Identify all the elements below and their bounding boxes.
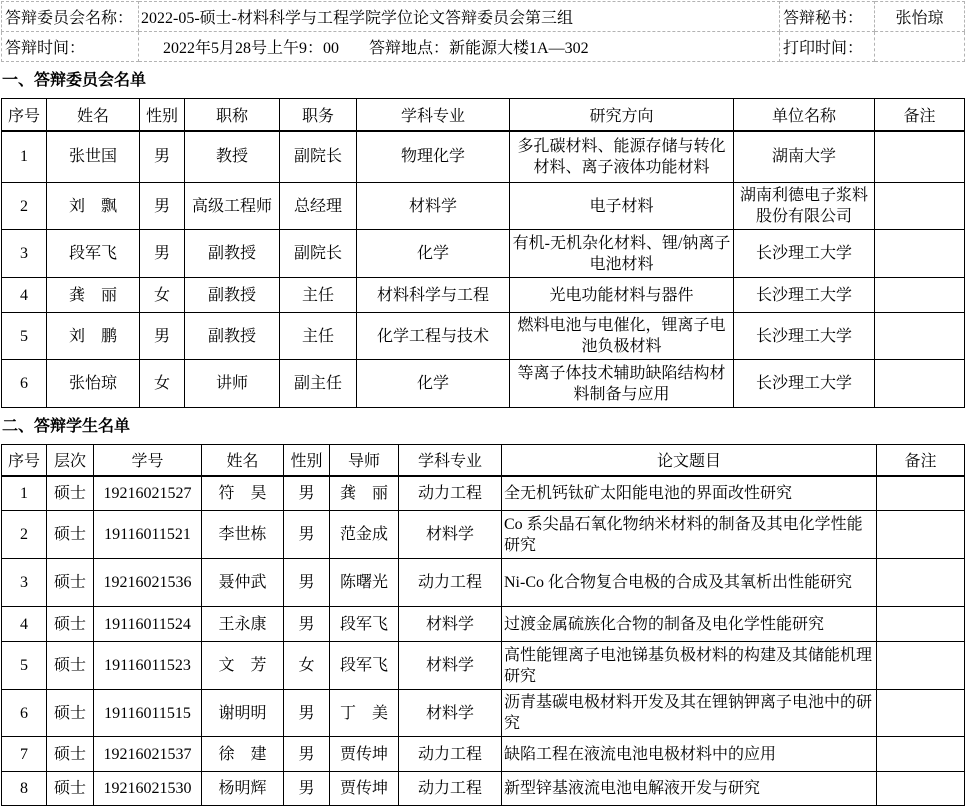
committee-row <box>2 278 965 313</box>
defense-time-label: 答辩时间： <box>2 32 139 62</box>
student-cell-name: 李世栋 <box>202 511 284 559</box>
students-col-tutor: 导师 <box>330 445 399 476</box>
committee-cell-major: 化学 <box>357 230 510 278</box>
students-table <box>1 444 965 806</box>
student-cell-thesis-title: 沥青基碳电极材料开发及其在锂钠钾离子电池中的研究 <box>502 690 877 737</box>
student-cell-major: 动力工程 <box>399 737 502 772</box>
info-row-committee-name <box>2 2 965 32</box>
committee-cell-name: 龚 丽 <box>47 278 140 313</box>
student-cell-index: 8 <box>2 772 47 806</box>
defense-time-location-cell <box>139 32 780 62</box>
secretary-label: 答辩秘书： <box>780 2 875 32</box>
info-row-defense-time <box>2 32 965 62</box>
committee-cell-gender: 男 <box>140 131 185 183</box>
student-cell-level: 硕士 <box>47 642 94 690</box>
student-cell-remark <box>877 476 965 511</box>
committee-cell-position: 总经理 <box>280 183 357 230</box>
student-cell-index: 6 <box>2 690 47 737</box>
student-cell-name: 符 昊 <box>202 476 284 511</box>
committee-cell-organization: 长沙理工大学 <box>734 360 875 408</box>
student-row <box>2 476 965 511</box>
committee-cell-title: 高级工程师 <box>185 183 280 230</box>
student-cell-student-id: 19216021527 <box>94 476 202 511</box>
committee-cell-remark <box>875 230 965 278</box>
student-cell-remark <box>877 559 965 607</box>
student-cell-student-id: 19116011521 <box>94 511 202 559</box>
committee-row <box>2 313 965 360</box>
student-cell-remark <box>877 642 965 690</box>
student-cell-major: 动力工程 <box>399 559 502 607</box>
student-cell-remark <box>877 690 965 737</box>
student-cell-name: 聂仲武 <box>202 559 284 607</box>
student-cell-thesis-title: 缺陷工程在液流电池电极材料中的应用 <box>502 737 877 772</box>
student-cell-major: 动力工程 <box>399 476 502 511</box>
print-time-value <box>875 32 965 62</box>
student-cell-student-id: 19116011524 <box>94 607 202 642</box>
committee-cell-index: 4 <box>2 278 47 313</box>
students-col-thesis-title: 论文题目 <box>502 445 877 476</box>
students-col-remark: 备注 <box>877 445 965 476</box>
student-row <box>2 511 965 559</box>
committee-cell-research: 燃料电池与电催化，锂离子电池负极材料 <box>510 313 734 360</box>
student-cell-thesis-title: Co 系尖晶石氧化物纳米材料的制备及其电化学性能研究 <box>502 511 877 559</box>
student-row <box>2 642 965 690</box>
student-cell-level: 硕士 <box>47 772 94 806</box>
committee-cell-gender: 男 <box>140 183 185 230</box>
student-cell-major: 动力工程 <box>399 772 502 806</box>
student-cell-student-id: 19116011523 <box>94 642 202 690</box>
committee-cell-organization: 长沙理工大学 <box>734 278 875 313</box>
committee-cell-organization: 湖南利德电子浆料股份有限公司 <box>734 183 875 230</box>
student-cell-name: 文 芳 <box>202 642 284 690</box>
student-cell-level: 硕士 <box>47 690 94 737</box>
student-cell-level: 硕士 <box>47 737 94 772</box>
committee-cell-position: 主任 <box>280 278 357 313</box>
student-cell-level: 硕士 <box>47 511 94 559</box>
students-col-level: 层次 <box>47 445 94 476</box>
committee-cell-remark <box>875 360 965 408</box>
student-cell-index: 5 <box>2 642 47 690</box>
committee-cell-gender: 男 <box>140 230 185 278</box>
student-row <box>2 690 965 737</box>
student-cell-major: 材料学 <box>399 607 502 642</box>
student-cell-name: 王永康 <box>202 607 284 642</box>
student-cell-name: 徐 建 <box>202 737 284 772</box>
print-time-label: 打印时间： <box>780 32 875 62</box>
committee-cell-research: 有机-无机杂化材料、锂/钠离子电池材料 <box>510 230 734 278</box>
committee-col-position: 职务 <box>280 99 357 131</box>
committee-cell-gender: 女 <box>140 360 185 408</box>
student-cell-gender: 男 <box>284 607 330 642</box>
student-cell-gender: 男 <box>284 476 330 511</box>
committee-col-index: 序号 <box>2 99 47 131</box>
students-col-gender: 性别 <box>284 445 330 476</box>
committee-cell-research: 等离子体技术辅助缺陷结构材料制备与应用 <box>510 360 734 408</box>
committee-cell-gender: 女 <box>140 278 185 313</box>
committee-cell-title: 教授 <box>185 131 280 183</box>
student-cell-tutor: 贾传坤 <box>330 772 399 806</box>
students-col-index: 序号 <box>2 445 47 476</box>
student-row <box>2 559 965 607</box>
student-cell-index: 3 <box>2 559 47 607</box>
student-cell-remark <box>877 737 965 772</box>
committee-cell-major: 化学 <box>357 360 510 408</box>
student-cell-thesis-title: 新型锌基液流电池电解液开发与研究 <box>502 772 877 806</box>
committee-row <box>2 230 965 278</box>
student-cell-major: 材料学 <box>399 642 502 690</box>
student-cell-student-id: 19116011515 <box>94 690 202 737</box>
student-cell-name: 谢明明 <box>202 690 284 737</box>
committee-cell-gender: 男 <box>140 313 185 360</box>
committee-col-major: 学科专业 <box>357 99 510 131</box>
student-cell-major: 材料学 <box>399 690 502 737</box>
committee-col-name: 姓名 <box>47 99 140 131</box>
student-cell-tutor: 陈曙光 <box>330 559 399 607</box>
committee-cell-index: 2 <box>2 183 47 230</box>
committee-cell-title: 讲师 <box>185 360 280 408</box>
committee-cell-name: 张怡琼 <box>47 360 140 408</box>
student-cell-index: 4 <box>2 607 47 642</box>
committee-header-row <box>2 99 965 131</box>
student-cell-tutor: 范金成 <box>330 511 399 559</box>
committee-cell-title: 副教授 <box>185 230 280 278</box>
committee-cell-index: 6 <box>2 360 47 408</box>
committee-cell-major: 化学工程与技术 <box>357 313 510 360</box>
student-cell-level: 硕士 <box>47 607 94 642</box>
student-cell-thesis-title: 全无机钙钛矿太阳能电池的界面改性研究 <box>502 476 877 511</box>
defense-time-value: 2022年5月28号上午9：00 <box>163 40 340 57</box>
student-row <box>2 737 965 772</box>
student-cell-thesis-title: 高性能锂离子电池锑基负极材料的构建及其储能机理研究 <box>502 642 877 690</box>
committee-col-title: 职称 <box>185 99 280 131</box>
student-cell-major: 材料学 <box>399 511 502 559</box>
committee-cell-remark <box>875 183 965 230</box>
student-cell-level: 硕士 <box>47 476 94 511</box>
committee-cell-name: 段军飞 <box>47 230 140 278</box>
committee-cell-name: 张世国 <box>47 131 140 183</box>
committee-cell-remark <box>875 313 965 360</box>
committee-cell-title: 副教授 <box>185 278 280 313</box>
committee-row <box>2 183 965 230</box>
committee-cell-position: 副院长 <box>280 230 357 278</box>
committee-cell-position: 副院长 <box>280 131 357 183</box>
student-cell-remark <box>877 511 965 559</box>
student-row <box>2 607 965 642</box>
student-cell-thesis-title: Ni-Co 化合物复合电极的合成及其氧析出性能研究 <box>502 559 877 607</box>
committee-cell-research: 电子材料 <box>510 183 734 230</box>
committee-cell-organization: 湖南大学 <box>734 131 875 183</box>
student-cell-tutor: 龚 丽 <box>330 476 399 511</box>
students-col-student-id: 学号 <box>94 445 202 476</box>
committee-cell-index: 3 <box>2 230 47 278</box>
student-cell-gender: 男 <box>284 511 330 559</box>
students-col-major: 学科专业 <box>399 445 502 476</box>
student-cell-gender: 女 <box>284 642 330 690</box>
defense-location-value: 新能源大楼1A—302 <box>449 40 589 57</box>
committee-col-organization: 单位名称 <box>734 99 875 131</box>
committee-cell-major: 材料科学与工程 <box>357 278 510 313</box>
committee-row <box>2 131 965 183</box>
committee-col-gender: 性别 <box>140 99 185 131</box>
students-section-title: 二、答辩学生名单 <box>2 418 131 435</box>
student-cell-remark <box>877 607 965 642</box>
committee-cell-organization: 长沙理工大学 <box>734 313 875 360</box>
student-cell-student-id: 19216021536 <box>94 559 202 607</box>
committee-col-research: 研究方向 <box>510 99 734 131</box>
student-cell-index: 7 <box>2 737 47 772</box>
committee-table <box>1 98 965 408</box>
student-cell-index: 1 <box>2 476 47 511</box>
committee-row <box>2 360 965 408</box>
committee-cell-name: 刘 飘 <box>47 183 140 230</box>
committee-cell-position: 副主任 <box>280 360 357 408</box>
student-cell-gender: 男 <box>284 737 330 772</box>
students-col-name: 姓名 <box>202 445 284 476</box>
committee-cell-research: 多孔碳材料、能源存储与转化材料、离子液体功能材料 <box>510 131 734 183</box>
defense-location-label: 答辩地点： <box>369 40 450 57</box>
student-cell-thesis-title: 过渡金属硫族化合物的制备及电化学性能研究 <box>502 607 877 642</box>
student-cell-index: 2 <box>2 511 47 559</box>
committee-name-label: 答辩委员会名称： <box>2 2 139 32</box>
committee-cell-research: 光电功能材料与器件 <box>510 278 734 313</box>
student-cell-tutor: 贾传坤 <box>330 737 399 772</box>
committee-cell-remark <box>875 278 965 313</box>
committee-cell-index: 1 <box>2 131 47 183</box>
committee-cell-remark <box>875 131 965 183</box>
committee-col-remark: 备注 <box>875 99 965 131</box>
committee-name-value: 2022-05-硕士-材料科学与工程学院学位论文答辩委员会第三组 <box>139 2 780 32</box>
secretary-value: 张怡琼 <box>875 2 965 32</box>
student-row <box>2 772 965 806</box>
defense-location <box>369 40 589 57</box>
student-cell-tutor: 丁 美 <box>330 690 399 737</box>
student-cell-tutor: 段军飞 <box>330 607 399 642</box>
committee-cell-major: 物理化学 <box>357 131 510 183</box>
committee-cell-title: 副教授 <box>185 313 280 360</box>
student-cell-student-id: 19216021537 <box>94 737 202 772</box>
committee-cell-major: 材料学 <box>357 183 510 230</box>
student-cell-gender: 男 <box>284 772 330 806</box>
committee-section-title: 一、答辩委员会名单 <box>2 72 147 89</box>
committee-cell-index: 5 <box>2 313 47 360</box>
student-cell-gender: 男 <box>284 559 330 607</box>
student-cell-remark <box>877 772 965 806</box>
student-cell-name: 杨明辉 <box>202 772 284 806</box>
committee-cell-organization: 长沙理工大学 <box>734 230 875 278</box>
student-cell-level: 硕士 <box>47 559 94 607</box>
student-cell-student-id: 19216021530 <box>94 772 202 806</box>
students-header-row <box>2 445 965 476</box>
student-cell-tutor: 段军飞 <box>330 642 399 690</box>
student-cell-gender: 男 <box>284 690 330 737</box>
committee-cell-name: 刘 鹏 <box>47 313 140 360</box>
defense-info-table <box>1 1 965 62</box>
committee-cell-position: 主任 <box>280 313 357 360</box>
